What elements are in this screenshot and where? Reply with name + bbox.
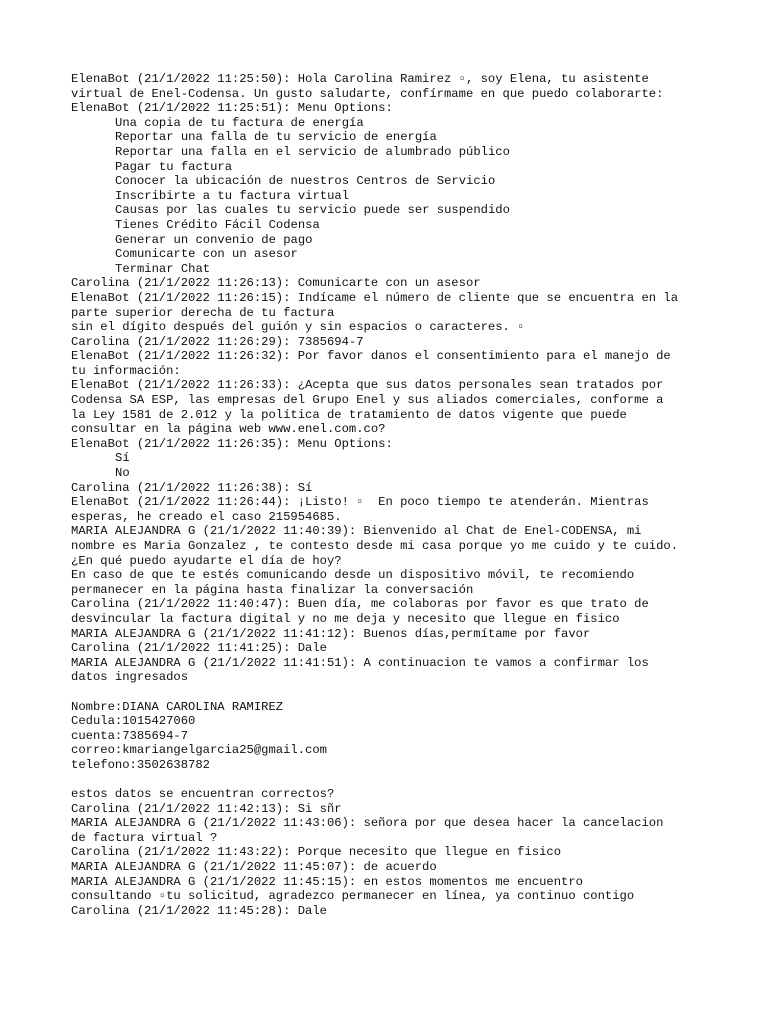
transcript-line: tu información: [71, 363, 181, 378]
transcript-line: consultando ▫tu solicitud, agradezco permanecer en línea, ya continuo contigo [71, 889, 635, 904]
menu-option: Causas por las cuales tu servicio puede ser suspendido [115, 203, 510, 218]
transcript-line: Carolina (21/1/2022 11:45:28): Dale [71, 903, 327, 918]
transcript-line: ElenaBot (21/1/2022 11:26:35): Menu Options: [71, 436, 393, 451]
transcript-line: Carolina (21/1/2022 11:40:47): Buen día, me colaboras por favor es que trato de [71, 597, 649, 612]
transcript-line: Carolina (21/1/2022 11:26:13): Comunicarte con un asesor [71, 276, 481, 291]
menu-option: Generar un convenio de pago [115, 232, 313, 247]
transcript-line: ElenaBot (21/1/2022 11:25:50): Hola Carolina Ramirez ▫, soy Elena, tu asistente [71, 72, 649, 86]
transcript-line: ElenaBot (21/1/2022 11:26:33): ¿Acepta que sus datos personales sean tratados por [71, 378, 664, 393]
transcript-line: esperas, he creado el caso 215954685. [71, 509, 342, 524]
transcript-line: sin el dígito después del guión y sin espacios o caracteres. ▫ [71, 320, 525, 335]
transcript-line: virtual de Enel-Codensa. Un gusto saludarte, confírmame en que puedo colaborarte: [71, 86, 664, 101]
transcript-line: MARIA ALEJANDRA G (21/1/2022 11:40:39): Bienvenido al Chat de Enel-CODENSA, mi [71, 524, 642, 539]
transcript-line: permanecer en la página hasta finalizar la conversación [71, 582, 474, 597]
transcript-line: MARIA ALEJANDRA G (21/1/2022 11:41:51): A continuacion te vamos a confirmar los [71, 655, 649, 670]
transcript-line: MARIA ALEJANDRA G (21/1/2022 11:41:12): Buenos días,permítame por favor [71, 626, 591, 641]
transcript-line: Codensa SA ESP, las empresas del Grupo Enel y sus aliados comerciales, conforme a [71, 393, 664, 408]
transcript-line: ¿En qué puedo ayudarte el día de hoy? [71, 553, 342, 568]
chat-transcript [71, 72, 711, 918]
customer-email: correo:kmariangelgarcia25@gmail.com [71, 743, 327, 758]
transcript-line: estos datos se encuentran correctos? [71, 787, 335, 802]
transcript-line: nombre es Maria Gonzalez , te contesto desde mi casa porque yo me cuido y te cuido. [71, 539, 679, 553]
transcript-line: datos ingresados [71, 670, 189, 685]
customer-phone: telefono:3502638782 [71, 757, 210, 772]
menu-option: Conocer la ubicación de nuestros Centros de Servicio [115, 174, 496, 189]
menu-option: Inscribirte a tu factura virtual [115, 188, 350, 203]
menu-option: Pagar tu factura [115, 159, 233, 174]
transcript-line: ElenaBot (21/1/2022 11:26:15): Indícame el número de cliente que se encuentra en la [71, 290, 679, 305]
customer-id: Cedula:1015427060 [71, 714, 196, 729]
transcript-line: MARIA ALEJANDRA G (21/1/2022 11:45:07): de acuerdo [71, 860, 437, 875]
transcript-line: Carolina (21/1/2022 11:42:13): Si sñr [71, 801, 342, 816]
menu-option: Reportar una falla en el servicio de alumbrado público [115, 144, 510, 159]
menu-option: Reportar una falla de tu servicio de energía [115, 130, 437, 145]
transcript-line: la Ley 1581 de 2.012 y la política de tratamiento de datos vigente que puede [71, 407, 627, 422]
transcript-line: Carolina (21/1/2022 11:41:25): Dale [71, 641, 327, 656]
transcript-line: Carolina (21/1/2022 11:26:29): 7385694-7 [71, 334, 364, 349]
transcript-line: consultar en la página web www.enel.com.co? [71, 422, 386, 437]
transcript-line: parte superior derecha de tu factura [71, 305, 335, 320]
menu-option: Sí [115, 451, 130, 466]
customer-account: cuenta:7385694-7 [71, 728, 189, 743]
menu-option: Tienes Crédito Fácil Codensa [115, 217, 320, 232]
transcript-line: MARIA ALEJANDRA G (21/1/2022 11:45:15): en estos momentos me encuentro [71, 874, 583, 889]
menu-option: Comunicarte con un asesor [115, 247, 298, 262]
menu-option: Terminar Chat [115, 261, 211, 276]
transcript-line: ElenaBot (21/1/2022 11:25:51): Menu Options: [71, 101, 393, 116]
transcript-line: Carolina (21/1/2022 11:26:38): Sí [71, 480, 313, 495]
transcript-line: MARIA ALEJANDRA G (21/1/2022 11:43:06): señora por que desea hacer la cancelacion [71, 816, 664, 831]
transcript-line: En caso de que te estés comunicando desde un dispositivo móvil, te recomiendo [71, 568, 635, 583]
blank-line [71, 685, 711, 700]
transcript-line: ElenaBot (21/1/2022 11:26:44): ¡Listo! ▫ En poco tiempo te atenderán. Mientras [71, 495, 649, 510]
transcript-line: Carolina (21/1/2022 11:43:22): Porque necesito que llegue en fisico [71, 845, 562, 860]
customer-name: Nombre:DIANA CAROLINA RAMIREZ [71, 699, 284, 714]
transcript-line: de factura virtual ? [71, 830, 218, 845]
menu-option: No [115, 466, 130, 481]
transcript-line: desvincular la factura digital y no me deja y necesito que llegue en fisico [71, 611, 620, 626]
blank-line [71, 773, 711, 788]
menu-option: Una copia de tu factura de energía [115, 115, 364, 130]
transcript-line: ElenaBot (21/1/2022 11:26:32): Por favor danos el consentimiento para el manejo de [71, 349, 671, 364]
